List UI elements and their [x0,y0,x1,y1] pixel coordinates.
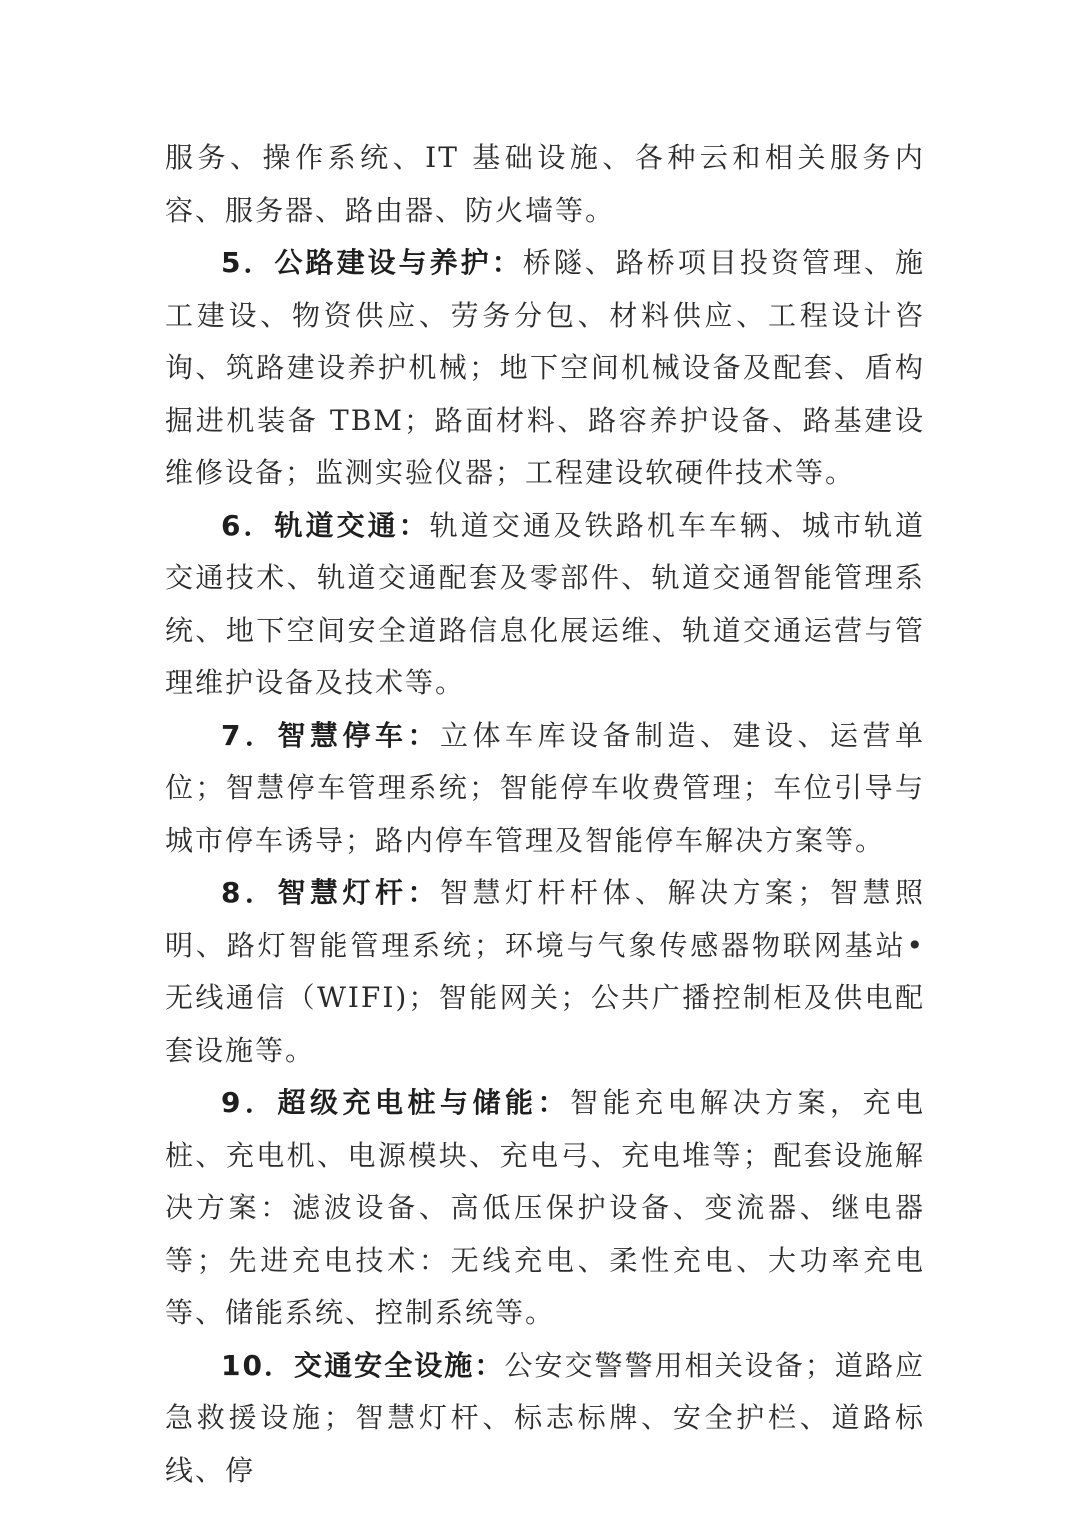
paragraph-text: 立体车库设备制造、建设、运营单位；智慧停车管理系统；智能停车收费管理；车位引导与城市停车诱导；路内停车管理及智能停车解决方案等。 [165,718,925,857]
paragraph-highway-construction [165,237,925,500]
paragraph-text: 智能充电解决方案，充电桩、充电机、电源模块、充电弓、充电堆等；配套设施解决方案：滤波设备、高低压保护设备、变流器、继电器等；先进充电技术：无线充电、柔性充电、大功率充电等、储能系统、控制系统等。 [165,1086,925,1329]
paragraph-heading: 10．交通安全设施： [221,1348,505,1382]
paragraph-text: 轨道交通及铁路机车车辆、城市轨道交通技术、轨道交通配套及零部件、轨道交通智能管理系统、地下空间安全道路信息化展运维、轨道交通运营与管理维护设备及技术等。 [165,508,925,699]
paragraph-text: 智慧灯杆杆体、解决方案；智慧照明、路灯智能管理系统；环境与气象传感器物联网基站•无线通信（WIFI)；智能网关；公共广播控制柜及供电配套设施等。 [165,876,925,1067]
paragraph-smart-parking [165,710,925,868]
paragraph-heading: 8．智慧灯杆： [221,876,440,909]
paragraph-heading: 5．公路建设与养护： [221,246,523,279]
paragraph-heading: 7．智慧停车： [221,718,440,752]
paragraph-charging-storage [165,1077,925,1340]
paragraph-rail-transit [165,500,925,710]
paragraph-smart-lamp-post [165,867,925,1077]
document-body [165,132,925,1497]
paragraph-traffic-safety [165,1340,925,1498]
paragraph-heading: 6．轨道交通： [221,508,430,542]
paragraph-text: 桥隧、路桥项目投资管理、施工建设、物资供应、劳务分包、材料供应、工程设计咨询、筑路建设养护机械；地下空间机械设备及配套、盾构掘进机装备 TBM；路面材料、路容养护设备、路基建设维修设备；监测实验仪器；工程建设软硬件技术等。 [165,246,925,489]
paragraph-text: 服务、操作系统、IT 基础设施、各种云和相关服务内容、服务器、路由器、防火墙等。 [165,141,925,227]
paragraph-text: 公安交警警用相关设备；道路应急救援设施；智慧灯杆、标志标牌、安全护栏、道路标线、停 [165,1348,925,1487]
paragraph-heading: 9．超级充电桩与储能： [221,1086,570,1119]
paragraph-continued [165,132,925,237]
